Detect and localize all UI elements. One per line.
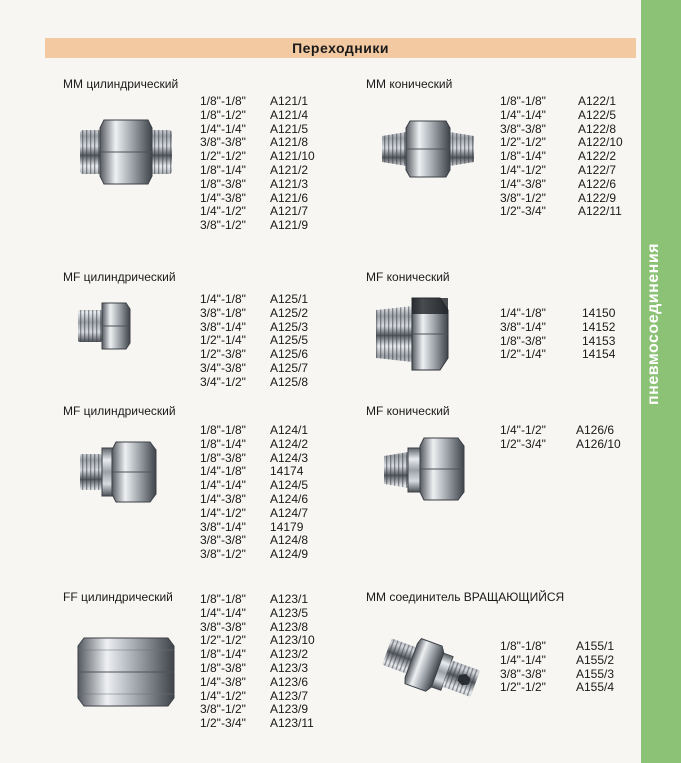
list-item: 3/8"-3/8" A121/8 (200, 135, 309, 150)
list-item: 3/4"-1/2" A125/8 (200, 374, 309, 389)
list-item: 3/8"-1/4" 14179 (200, 519, 304, 534)
list-item: 1/8"-1/4" A124/2 (200, 436, 309, 451)
list-item: 1/4"-1/2" A122/7 (500, 162, 617, 177)
list-item: 1/8"-1/2" A121/4 (200, 107, 309, 122)
list-item: 1/4"-1/8" 14150 (500, 306, 616, 320)
swivel-connector-icon (382, 628, 482, 708)
list-item: 1/4"-1/4" A123/5 (200, 605, 309, 620)
list-item: 1/2"-1/2" A121/10 (200, 149, 315, 164)
list-item: 3/8"-3/8" A123/8 (200, 619, 309, 634)
code-list-mf-con-2 (500, 424, 621, 452)
list-item: 1/2"-1/2" A123/10 (200, 633, 315, 648)
list-item: 3/8"-1/2" A123/9 (200, 702, 309, 717)
list-item: 3/8"-1/2" A121/9 (200, 218, 309, 233)
list-item: 3/8"-3/8" A124/8 (200, 533, 309, 548)
list-item: 3/8"-1/2" A124/9 (200, 547, 309, 562)
list-item: 3/8"-3/8" A122/8 (500, 121, 617, 136)
section-title-mf-con-2: MF конический (366, 404, 450, 418)
list-item: 1/4"-1/8" A125/1 (200, 292, 309, 306)
list-item: 1/8"-1/8" A122/1 (500, 94, 617, 108)
list-item: 1/8"-1/4" A121/2 (200, 162, 309, 177)
section-title-mf-cyl-1: MF цилиндрический (63, 270, 176, 284)
list-item: 1/8"-1/4" A122/2 (500, 149, 617, 164)
code-list-mf-cyl-2 (200, 424, 308, 562)
list-item: 1/2"-3/4" A123/11 (200, 716, 314, 731)
list-item: 1/4"-3/8" A124/6 (200, 491, 309, 506)
list-item: 1/4"-1/8" 14174 (200, 464, 304, 479)
list-item: 1/2"-1/2" A155/4 (500, 680, 615, 695)
side-label: пневмосоединения (645, 243, 662, 405)
list-item: 1/2"-3/8" A125/6 (200, 347, 309, 362)
reducing-bushing-icon (372, 296, 452, 372)
male-female-adapter-icon (78, 440, 158, 504)
list-item: 1/8"-1/8" A124/1 (200, 423, 309, 437)
code-list-mm-cyl (200, 95, 315, 233)
list-item: 3/4"-3/8" A125/7 (200, 360, 309, 375)
list-item: 1/4"-1/2" A124/7 (200, 505, 309, 520)
list-item: 1/4"-1/2" A121/7 (200, 204, 309, 219)
title-band (45, 38, 636, 58)
list-item: 3/8"-1/2" A122/9 (500, 190, 617, 205)
list-item: 3/8"-1/4" A125/3 (200, 319, 309, 334)
code-list-mf-con-1 (500, 307, 615, 362)
list-item: 3/8"-1/8" A125/2 (200, 305, 309, 320)
list-item: 3/8"-1/4" 14152 (500, 319, 616, 334)
list-item: 1/2"-3/4" A126/10 (500, 436, 621, 451)
list-item: 1/2"-3/4" A122/11 (500, 204, 622, 219)
list-item: 1/8"-1/8" A121/1 (200, 94, 309, 108)
section-title-mm-cyl: ММ цилиндрический (63, 77, 179, 91)
code-list-mm-rot (500, 640, 614, 695)
male-female-adapter-icon (382, 436, 466, 502)
list-item: 1/8"-3/8" A121/3 (200, 176, 309, 191)
hex-coupling-icon (76, 636, 176, 708)
section-title-ff-cyl: FF цилиндрический (63, 590, 173, 604)
list-item: 3/8"-3/8" A155/3 (500, 666, 615, 681)
hex-nipple-icon (78, 116, 174, 188)
section-title-mf-cyl-2: MF цилиндрический (63, 404, 176, 418)
list-item: 1/8"-1/8" A155/1 (500, 639, 615, 653)
list-item: 1/4"-3/8" A121/6 (200, 190, 309, 205)
list-item: 1/4"-1/4" A155/2 (500, 652, 615, 667)
list-item: 1/8"-1/8" A123/1 (200, 592, 309, 606)
hex-nipple-icon (380, 118, 476, 180)
list-item: 1/2"-1/2" A122/10 (500, 135, 623, 150)
list-item: 1/4"-1/4" A124/5 (200, 478, 309, 493)
code-list-mf-cyl-1 (200, 293, 308, 390)
list-item: 1/4"-3/8" A122/6 (500, 176, 617, 191)
list-item: 1/8"-3/8" A123/3 (200, 660, 309, 675)
list-item: 1/8"-3/8" A124/3 (200, 450, 309, 465)
page-title: Переходники (292, 40, 389, 56)
list-item: 1/4"-1/4" A122/5 (500, 107, 617, 122)
code-list-mm-con (500, 95, 623, 219)
section-title-mf-con-1: MF конический (366, 270, 450, 284)
list-item: 1/4"-1/4" A121/5 (200, 121, 309, 136)
list-item: 1/8"-1/4" A123/2 (200, 647, 309, 662)
list-item: 1/4"-1/2" A123/7 (200, 688, 309, 703)
section-title-mm-rot: ММ соединитель ВРАЩАЮЩИЙСЯ (366, 590, 565, 604)
reducing-bushing-icon (76, 302, 132, 350)
list-item: 1/2"-1/4" 14154 (500, 347, 616, 362)
code-list-ff-cyl (200, 593, 315, 731)
list-item: 1/8"-3/8" 14153 (500, 333, 616, 348)
list-item: 1/2"-1/4" A125/5 (200, 333, 309, 348)
list-item: 1/4"-3/8" A123/6 (200, 674, 309, 689)
list-item: 1/4"-1/2" A126/6 (500, 423, 615, 437)
section-title-mm-con: ММ конический (366, 77, 453, 91)
